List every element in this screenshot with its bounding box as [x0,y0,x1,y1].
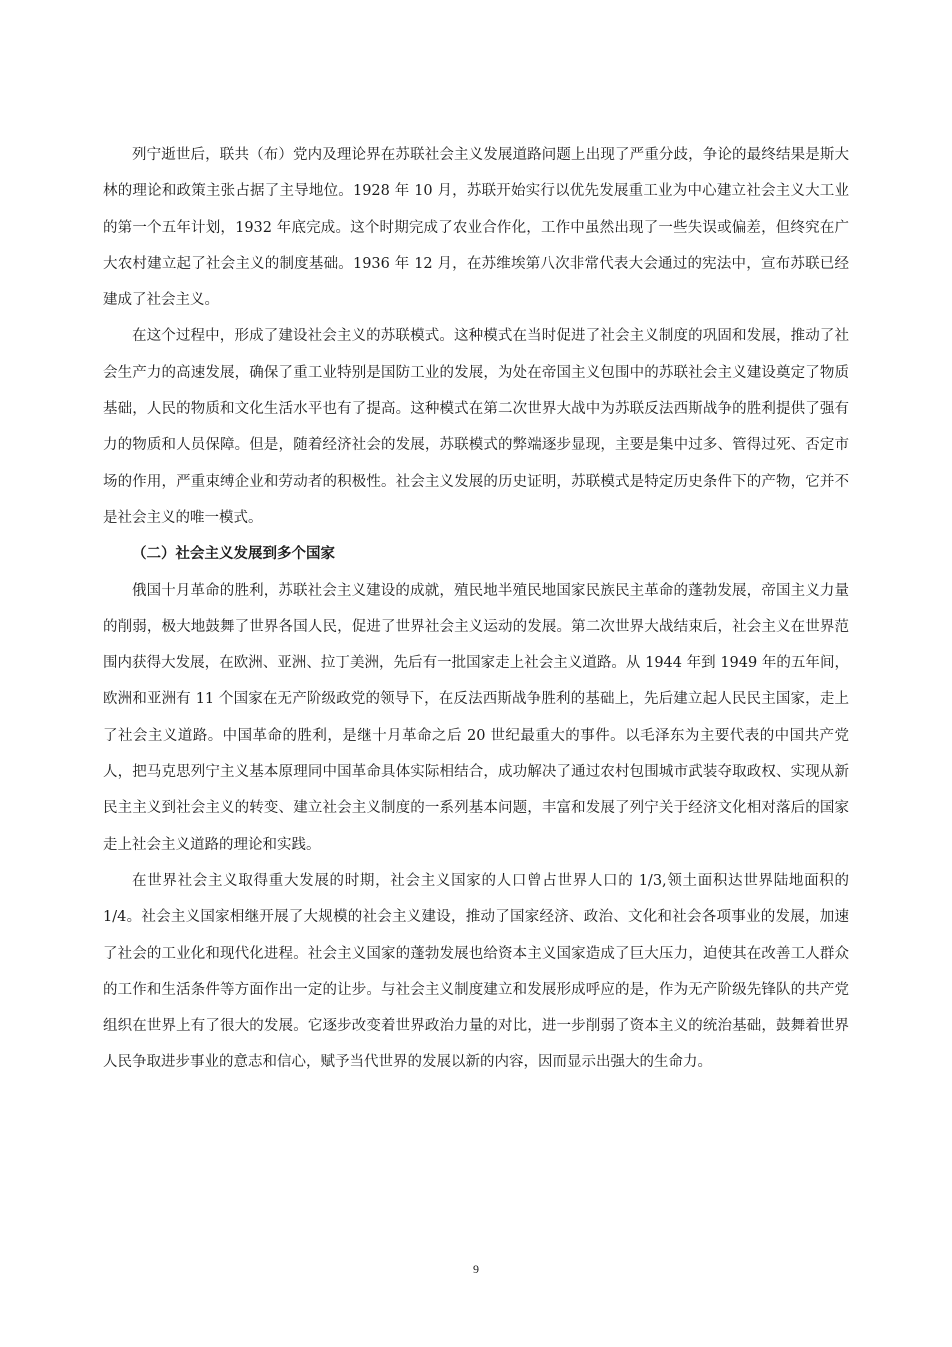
page-body [103,137,849,1081]
paragraph-lenin-death: 列宁逝世后，联共（布）党内及理论界在苏联社会主义发展道路问题上出现了严重分歧，争论的最终结果是斯大林的理论和政策主张占据了主导地位。1928 年 10 月，苏联开始实行以优先发展重工业为中心建立社会主义大工业的第一个五年计划，1932 年底完成。这个时期完成了农业合作化，工作中虽然出现了一些失误或偏差，但终究在广大农村建立起了社会主义的制度基础。1936 年 12 月，在苏维埃第八次非常代表大会通过的宪法中，宣布苏联已经建成了社会主义。 [103,147,849,309]
paragraph-socialist-development: 在世界社会主义取得重大发展的时期，社会主义国家的人口曾占世界人口的 1/3,领土面积达世界陆地面积的 1/4。社会主义国家相继开展了大规模的社会主义建设，推动了国家经济、政治、文化和社会各项事业的发展，加速了社会的工业化和现代化进程。社会主义国家的蓬勃发展也给资本主义国家造成了巨大压力，迫使其在改善工人群众的工作和生活条件等方面作出一定的让步。与社会主义制度建立和发展形成呼应的是，作为无产阶级先锋队的共产党组织在世界上有了很大的发展。它逐步改变着世界政治力量的对比，进一步削弱了资本主义的统治基础，鼓舞着世界人民争取进步事业的意志和信心，赋予当代世界的发展以新的内容，因而显示出强大的生命力。 [103,872,849,1071]
paragraph-soviet-model: 在这个过程中，形成了建设社会主义的苏联模式。这种模式在当时促进了社会主义制度的巩固和发展，推动了社会生产力的高速发展，确保了重工业特别是国防工业的发展，为处在帝国主义包围中的苏联社会主义建设奠定了物质基础，人民的物质和文化生活水平也有了提高。这种模式在第二次世界大战中为苏联反法西斯战争的胜利提供了强有力的物质和人员保障。但是，随着经济社会的发展，苏联模式的弊端逐步显现，主要是集中过多、管得过死、否定市场的作用，严重束缚企业和劳动者的积极性。社会主义发展的历史证明，苏联模式是特定历史条件下的产物，它并不是社会主义的唯一模式。 [103,328,849,526]
page-number: 9 [473,1262,479,1276]
section-heading: （二）社会主义发展到多个国家 [132,546,335,563]
paragraph-october-revolution: 俄国十月革命的胜利，苏联社会主义建设的成就，殖民地半殖民地国家民族民主革命的蓬勃发展，帝国主义力量的削弱，极大地鼓舞了世界各国人民，促进了世界社会主义运动的发展。第二次世界大战结束后，社会主义在世界范围内获得大发展，在欧洲、亚洲、拉丁美洲，先后有一批国家走上社会主义道路。从 1944 年到 1949 年的五年间，欧洲和亚洲有 11 个国家在无产阶级政党的领导下，在反法西斯战争胜利的基础上，先后建立起人民民主国家，走上了社会主义道路。中国革命的胜利，是继十月革命之后 20 世纪最重大的事件。以毛泽东为主要代表的中国共产党人，把马克思列宁主义基本原理同中国革命具体实际相结合，成功解决了通过农村包围城市武装夺取政权、实现从新民主主义到社会主义的转变、建立社会主义制度的一系列基本问题，丰富和发展了列宁关于经济文化相对落后的国家走上社会主义道路的理论和实践。 [103,582,849,853]
